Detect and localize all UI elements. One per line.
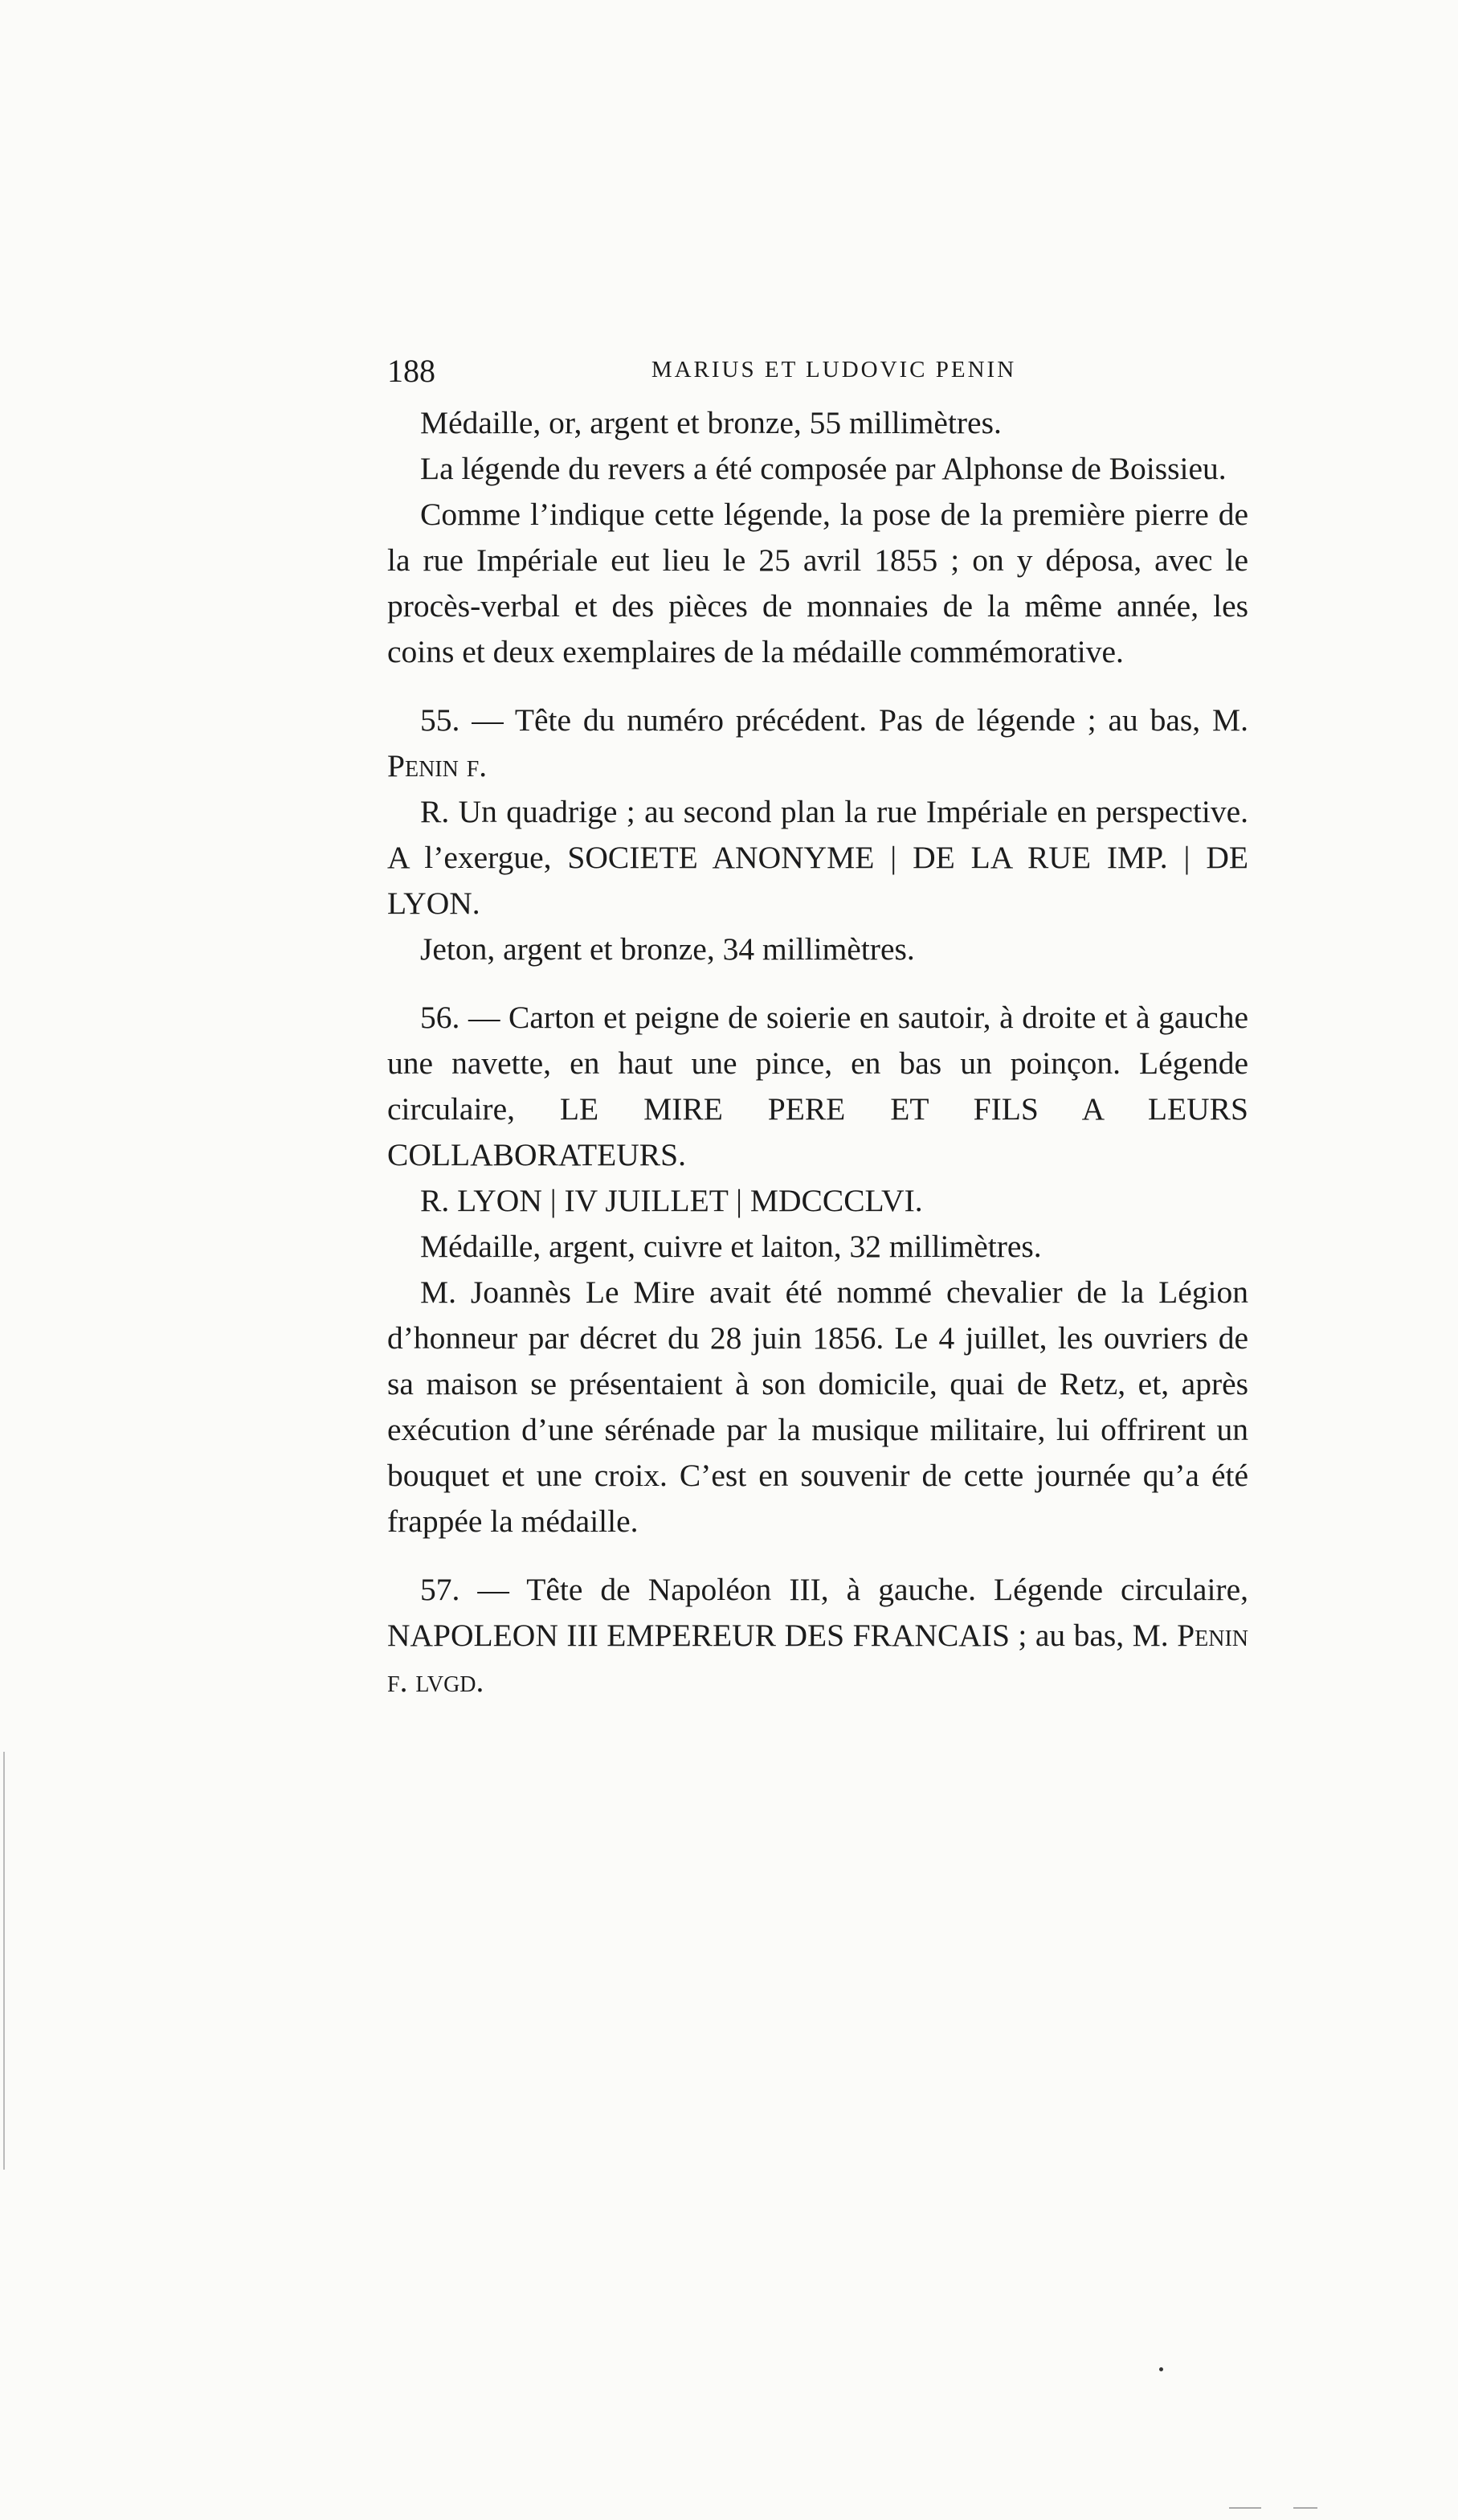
running-title: MARIUS ET LUDOVIC PENIN <box>651 357 1017 382</box>
entry-55-text: 55. — Tête du numéro précédent. Pas de légende ; au bas, M. <box>420 702 1248 738</box>
entry-55-jeton: Jeton, argent et bronze, 34 millimètres. <box>420 931 915 967</box>
scan-mark <box>1229 2507 1261 2509</box>
running-head <box>387 352 1248 400</box>
body-text <box>387 400 1248 1704</box>
entry-57 <box>387 1567 1248 1704</box>
entry-56-reverse: R. LYON | IV JUILLET | MDCCCLVI. <box>420 1183 923 1218</box>
book-page <box>387 352 1248 1704</box>
paragraph-first-stone: Comme l’indique cette légende, la pose de la première pierre de la rue Impériale eut lieu le 25 avril 1855 ; on y déposa, avec le procès-verbal et des pièces de monnaies de la même année, les coins et deux exemplaires de la médaille commémorative. <box>387 497 1248 669</box>
entry-56-medal: Médaille, argent, cuivre et laiton, 32 millimètres. <box>420 1229 1042 1264</box>
entry-56: 56. — Carton et peigne de soierie en sautoir, à droite et à gauche une navette, en haut une pince, en bas un poinçon. Légende circulaire, LE MIRE PERE ET FILS A LEURS COLLABORATEURS. <box>387 1000 1248 1172</box>
entry-55 <box>387 698 1248 789</box>
page-number: 188 <box>387 353 435 389</box>
entry-56-note: M. Joannès Le Mire avait été nommé chevalier de la Légion d’honneur par décret du 28 juin 1856. Le 4 juillet, les ouvriers de sa maison se présentaient à son domicile, quai de Retz, et, après exécution d’une sérénade par la musique militaire, lui offrirent un bouquet et une croix. C’est en souvenir de cette journée qu’a été frappée la médaille. <box>387 1274 1248 1539</box>
paragraph-medal-size: Médaille, or, argent et bronze, 55 millimètres. <box>420 405 1002 440</box>
entry-57-signature: Penin f. lvgd. <box>387 1618 1248 1699</box>
entry-55-reverse: R. Un quadrige ; au second plan la rue Impériale en perspective. A l’exergue, SOCIETE ANONYME | DE LA RUE IMP. | DE LYON. <box>387 794 1248 921</box>
entry-55-signature: Penin f. <box>387 748 488 783</box>
paragraph-legend-author: La légende du revers a été composée par Alphonse de Boissieu. <box>420 451 1227 486</box>
scan-mark <box>1293 2507 1317 2509</box>
entry-57-text: 57. — Tête de Napoléon III, à gauche. Légende circulaire, NAPOLEON III EMPEREUR DES FRANCAIS ; au bas, M. <box>387 1572 1248 1653</box>
scan-mark <box>3 1752 5 2170</box>
scan-mark <box>1159 2367 1163 2371</box>
